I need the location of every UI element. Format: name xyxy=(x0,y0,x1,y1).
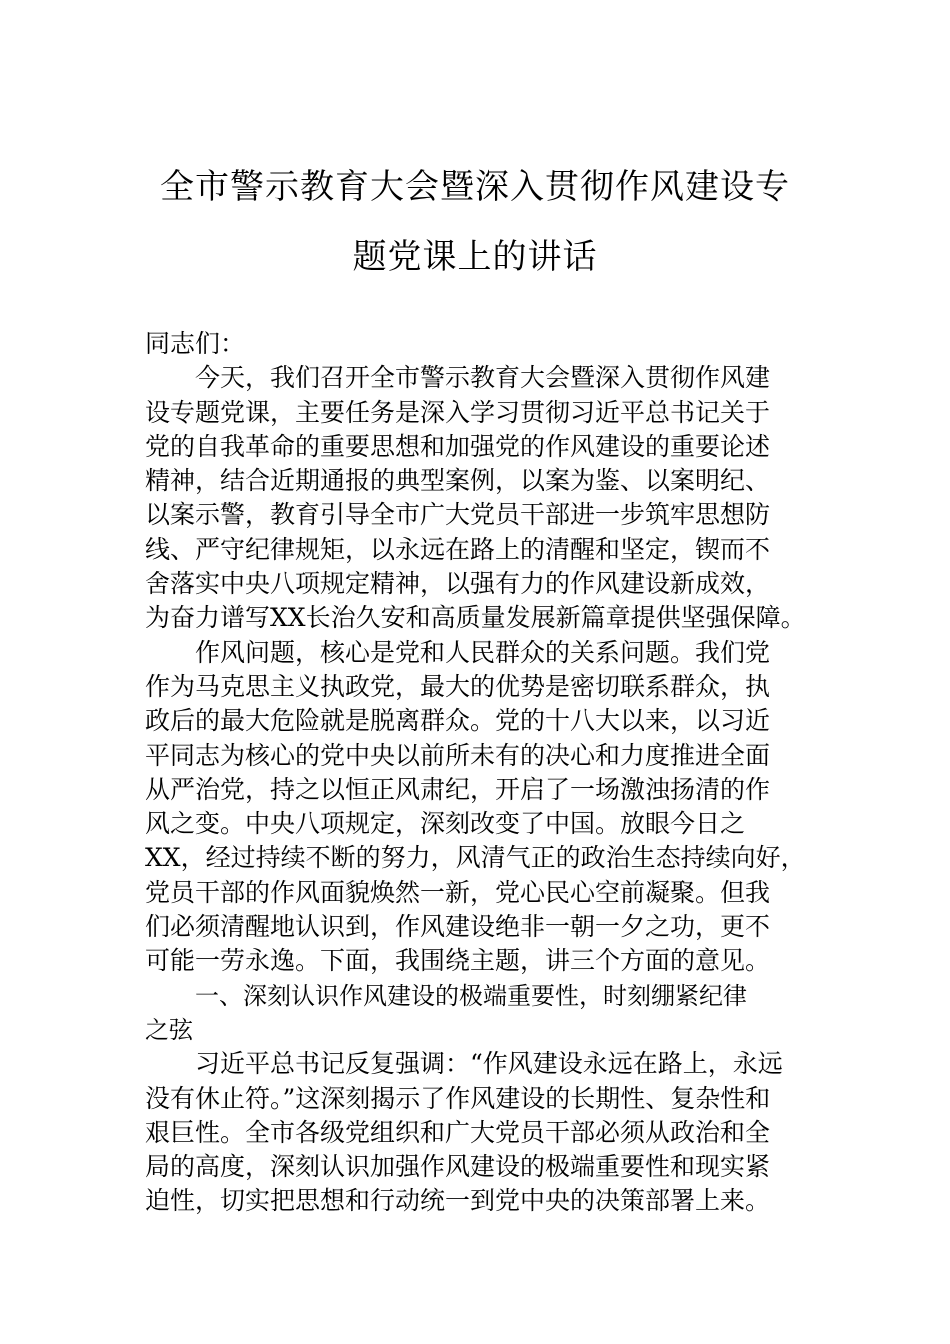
paragraph-2-line: 作风问题，核心是党和人民群众的关系问题。我们党 xyxy=(195,637,771,667)
paragraph-2-line: 从严治党，持之以恒正风肃纪，开启了一场激浊扬清的作 xyxy=(145,774,771,804)
paragraph-1-line: 以案示警，教育引导全市广大党员干部进一步筑牢思想防 xyxy=(145,500,771,530)
paragraph-2-line: 党员干部的作风面貌焕然一新，党心民心空前凝聚。但我 xyxy=(145,877,771,907)
paragraph-1-line: 党的自我革命的重要思想和加强党的作风建设的重要论述 xyxy=(145,431,771,461)
paragraph-1-line: 今天，我们召开全市警示教育大会暨深入贯彻作风建 xyxy=(195,363,771,393)
document-title-line-1: 全市警示教育大会暨深入贯彻作风建设专 xyxy=(160,167,790,207)
paragraph-1-line: 舍落实中央八项规定精神，以强有力的作风建设新成效， xyxy=(145,569,771,599)
paragraph-2-line: 平同志为核心的党中央以前所未有的决心和力度推进全面 xyxy=(145,740,771,770)
paragraph-3-line: 没有休止符。”这深刻揭示了作风建设的长期性、复杂性和 xyxy=(145,1083,771,1113)
paragraph-2-line: 作为马克思主义执政党，最大的优势是密切联系群众，执 xyxy=(145,671,771,701)
document-title-line-2: 题党课上的讲话 xyxy=(352,237,598,277)
paragraph-2-line: 风之变。中央八项规定，深刻改变了中国。放眼今日之 xyxy=(145,809,746,839)
paragraph-3-line: 艰巨性。全市各级党组织和广大党员干部必须从政治和全 xyxy=(145,1117,771,1147)
paragraph-2-line: 们必须清醒地认识到，作风建设绝非一朝一夕之功，更不 xyxy=(145,912,771,942)
section-heading-line: 一、深刻认识作风建设的极端重要性，时刻绷紧纪律 xyxy=(195,981,747,1010)
paragraph-3-line: 局的高度，深刻认识加强作风建设的极端重要性和现实紧 xyxy=(145,1152,771,1182)
paragraph-1-line: 精神，结合近期通报的典型案例，以案为鉴、以案明纪、 xyxy=(145,466,771,496)
paragraph-2-line: 可能一劳永逸。下面，我围绕主题，讲三个方面的意见。 xyxy=(145,946,771,976)
section-heading-line: 之弦 xyxy=(145,1015,193,1044)
paragraph-3-line: 习近平总书记反复强调：“作风建设永远在路上，永远 xyxy=(195,1049,783,1079)
salutation: 同志们： xyxy=(145,329,246,358)
paragraph-1-line: 为奋力谱写XX长治久安和高质量发展新篇章提供坚强保障。 xyxy=(145,603,806,633)
paragraph-2-line: 政后的最大危险就是脱离群众。党的十八大以来，以习近 xyxy=(145,706,771,736)
paragraph-2-line: XX，经过持续不断的努力，风清气正的政治生态持续向好， xyxy=(145,843,806,873)
paragraph-1-line: 设专题党课，主要任务是深入学习贯彻习近平总书记关于 xyxy=(145,397,771,427)
document-body xyxy=(145,327,815,1219)
paragraph-3-line: 迫性，切实把思想和行动统一到党中央的决策部署上来。 xyxy=(145,1186,771,1216)
paragraph-1-line: 线、严守纪律规矩，以永远在路上的清醒和坚定，锲而不 xyxy=(145,534,771,564)
